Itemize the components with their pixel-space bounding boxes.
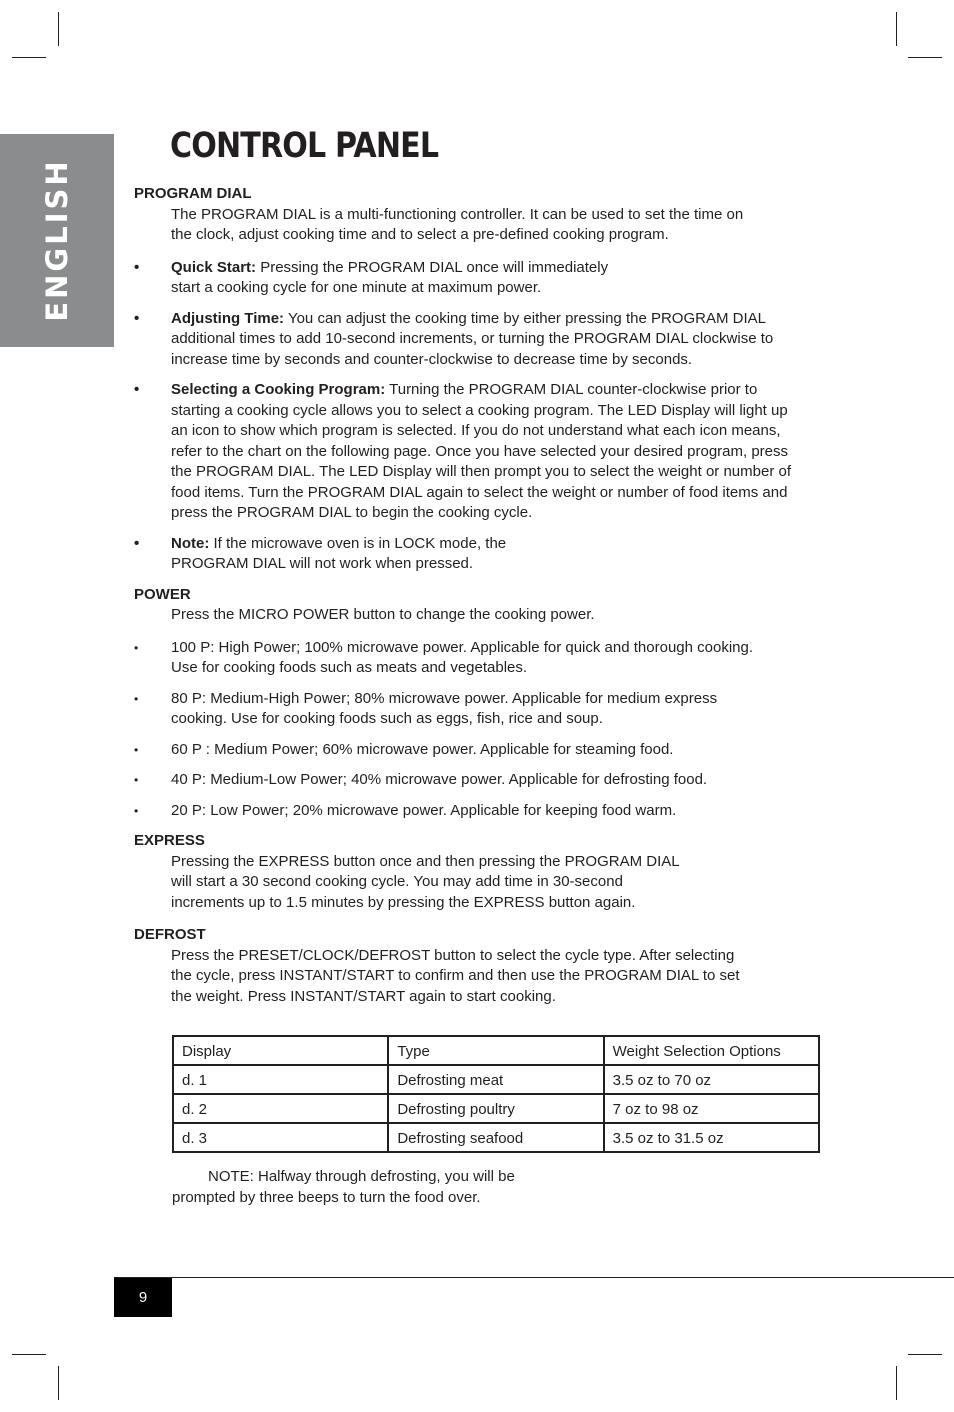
list-item: • 60 P : Medium Power; 60% microwave power. Applicable for steaming food. bbox=[134, 740, 674, 758]
list-item: • 100 P: High Power; 100% microwave power. Applicable for quick and thorough cooking. Use for cooking foods such as meats and vegetables. bbox=[134, 638, 754, 676]
list-item: • Note: If the microwave oven is in LOCK mode, the PROGRAM DIAL will not work when pressed. bbox=[134, 534, 507, 572]
defrost-text: Press the PRESET/CLOCK/DEFROST button to select the cycle type. After selecting the cycle, press INSTANT/START to confirm and then use the PROGRAM DIAL to set the weight. Press INSTANT/START again to start cooking. bbox=[171, 946, 740, 1005]
language-label: ENGLISH bbox=[40, 158, 74, 322]
table-header: Type bbox=[388, 1036, 603, 1065]
table-cell: d. 3 bbox=[173, 1123, 388, 1152]
note-line: prompted by three beeps to turn the food over. bbox=[172, 1189, 481, 1206]
list-item: • 20 P: Low Power; 20% microwave power. Applicable for keeping food warm. bbox=[134, 801, 677, 819]
table-cell: 7 oz to 98 oz bbox=[604, 1094, 819, 1123]
crop-mark bbox=[12, 57, 46, 58]
crop-mark bbox=[12, 1354, 46, 1355]
section-heading-express: EXPRESS bbox=[134, 832, 205, 849]
page-number: 9 bbox=[114, 1278, 172, 1317]
page-title: CONTROL PANEL bbox=[170, 126, 439, 166]
section-heading-program-dial: PROGRAM DIAL bbox=[134, 185, 252, 202]
table-header-row bbox=[173, 1036, 819, 1065]
program-dial-intro: The PROGRAM DIAL is a multi-functioning controller. It can be used to set the time on the clock, adjust cooking time and to select a pre-defined cooking program. bbox=[171, 205, 744, 243]
crop-mark bbox=[58, 12, 59, 46]
table-header: Weight Selection Options bbox=[604, 1036, 819, 1065]
table-cell: d. 1 bbox=[173, 1065, 388, 1094]
crop-mark bbox=[908, 57, 942, 58]
table-row bbox=[173, 1094, 819, 1123]
list-item: • Quick Start: Pressing the PROGRAM DIAL once will immediately start a cooking cycle for one minute at maximum power. bbox=[134, 258, 609, 296]
crop-mark bbox=[896, 1366, 897, 1400]
crop-mark bbox=[58, 1366, 59, 1400]
power-intro: Press the MICRO POWER button to change the cooking power. bbox=[171, 606, 595, 623]
crop-mark bbox=[908, 1354, 942, 1355]
list-item: • Adjusting Time: You can adjust the cooking time by either pressing the PROGRAM DIAL additional times to add 10-second increments, or turning the PROGRAM DIAL clockwise to increase time by seconds and counter-clockwise to decrease time by seconds. bbox=[134, 309, 774, 368]
table-header: Display bbox=[173, 1036, 388, 1065]
table-row bbox=[173, 1065, 819, 1094]
table-row bbox=[173, 1123, 819, 1152]
section-heading-power: POWER bbox=[134, 585, 191, 603]
defrost-table bbox=[172, 1035, 820, 1153]
table-cell: Defrosting poultry bbox=[388, 1094, 603, 1123]
table-cell: Defrosting seafood bbox=[388, 1123, 603, 1152]
table-cell: Defrosting meat bbox=[388, 1065, 603, 1094]
crop-mark bbox=[896, 12, 897, 46]
table-cell: 3.5 oz to 31.5 oz bbox=[604, 1123, 819, 1152]
language-tab bbox=[0, 134, 114, 347]
footer-rule bbox=[114, 1277, 954, 1278]
section-heading-defrost: DEFROST bbox=[134, 926, 206, 943]
note-line: NOTE: Halfway through defrosting, you will be bbox=[208, 1168, 515, 1185]
main-content bbox=[134, 184, 824, 1007]
list-item: • Selecting a Cooking Program: Turning the PROGRAM DIAL counter-clockwise prior to starting a cooking cycle allows you to select a cooking program. The LED Display will light up an icon to show which program is selected. If you do not understand what each icon means, refer to the chart on the following page. Once you have selected your desired program, press the PROGRAM DIAL. The LED Display will then prompt you to select the weight or number of food items. Turn the PROGRAM DIAL again to select the weight or number of food items and press the PROGRAM DIAL to begin the cooking cycle. bbox=[134, 381, 791, 521]
defrost-note bbox=[172, 1166, 592, 1208]
power-list bbox=[134, 638, 824, 822]
program-dial-list bbox=[134, 258, 824, 575]
list-item: • 40 P: Medium-Low Power; 40% microwave power. Applicable for defrosting food. bbox=[134, 771, 708, 788]
list-item: • 80 P: Medium-High Power; 80% microwave power. Applicable for medium express cooking. Use for cooking foods such as eggs, fish, rice and soup. bbox=[134, 689, 718, 727]
express-text: Pressing the EXPRESS button once and then pressing the PROGRAM DIAL will start a 30 second cooking cycle. You may add time in 30-second increments up to 1.5 minutes by pressing the EXPRESS button again. bbox=[171, 852, 680, 911]
table-cell: d. 2 bbox=[173, 1094, 388, 1123]
table-cell: 3.5 oz to 70 oz bbox=[604, 1065, 819, 1094]
